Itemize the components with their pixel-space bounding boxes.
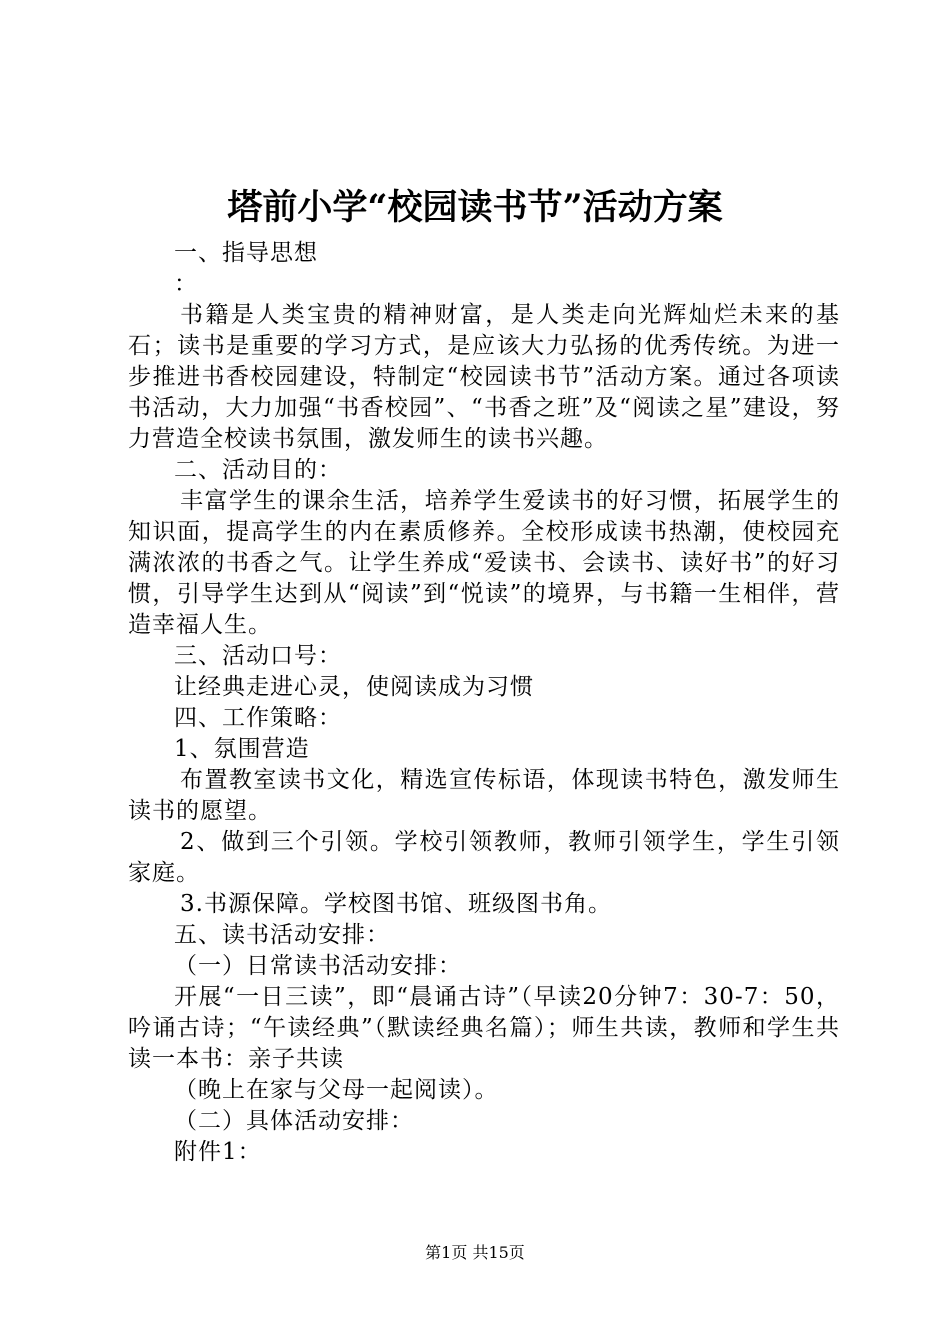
subheading-specific-activities: （二）具体活动安排： bbox=[174, 1108, 414, 1134]
section-heading-activities: 五、读书活动安排： bbox=[174, 922, 390, 948]
page-footer: 第1页 共15页 bbox=[425, 1243, 525, 1262]
paragraph-evening-reading: （晚上在家与父母一起阅读）。 bbox=[174, 1077, 499, 1103]
section-heading-guiding-idea: 一、指导思想 bbox=[174, 240, 318, 266]
paragraph-slogan: 让经典走进心灵，使阅读成为习惯 bbox=[174, 674, 534, 700]
strategy-item-1-heading: 1、氛围营造 bbox=[174, 736, 310, 762]
subheading-daily-activities: （一）日常读书活动安排： bbox=[174, 953, 462, 979]
paragraph-daily-activities: 开展“一日三读”，即“晨诵古诗”（早读20分钟7：30-7：50，吟诵古诗；“午读经典”（默读经典名篇）；师生共读，教师和学生共读一本书：亲子共读 bbox=[128, 984, 840, 1072]
colon-line: ： bbox=[174, 271, 198, 297]
document-body bbox=[128, 238, 840, 1168]
section-heading-purpose: 二、活动目的： bbox=[174, 457, 342, 483]
strategy-item-2: 2、做到三个引领。学校引领教师，教师引领学生，学生引领家庭。 bbox=[128, 829, 840, 886]
paragraph-guiding-idea: 书籍是人类宝贵的精神财富，是人类走向光辉灿烂未来的基石；读书是重要的学习方式，是应该大力弘扬的优秀传统。为进一步推进书香校园建设，特制定“校园读书节”活动方案。通过各项读书活动，大力加强“书香校园”、“书香之班”及“阅读之星”建设，努力营造全校读书氛围，激发师生的读书兴趣。 bbox=[128, 302, 840, 452]
strategy-item-3: 3.书源保障。学校图书馆、班级图书角。 bbox=[180, 891, 612, 917]
attachment-label: 附件1： bbox=[174, 1139, 262, 1165]
strategy-item-1-text: 布置教室读书文化，精选宣传标语，体现读书特色，激发师生读书的愿望。 bbox=[128, 767, 840, 824]
document-title: 塔前小学“校园读书节”活动方案 bbox=[227, 187, 723, 228]
paragraph-purpose: 丰富学生的课余生活，培养学生爱读书的好习惯，拓展学生的知识面，提高学生的内在素质修养。全校形成读书热潮，使校园充满浓浓的书香之气。让学生养成“爱读书、会读书、读好书”的好习惯，引导学生达到从“阅读”到“悦读”的境界，与书籍一生相伴，营造幸福人生。 bbox=[128, 488, 840, 638]
section-heading-strategy: 四、工作策略： bbox=[174, 705, 342, 731]
section-heading-slogan: 三、活动口号： bbox=[174, 643, 342, 669]
